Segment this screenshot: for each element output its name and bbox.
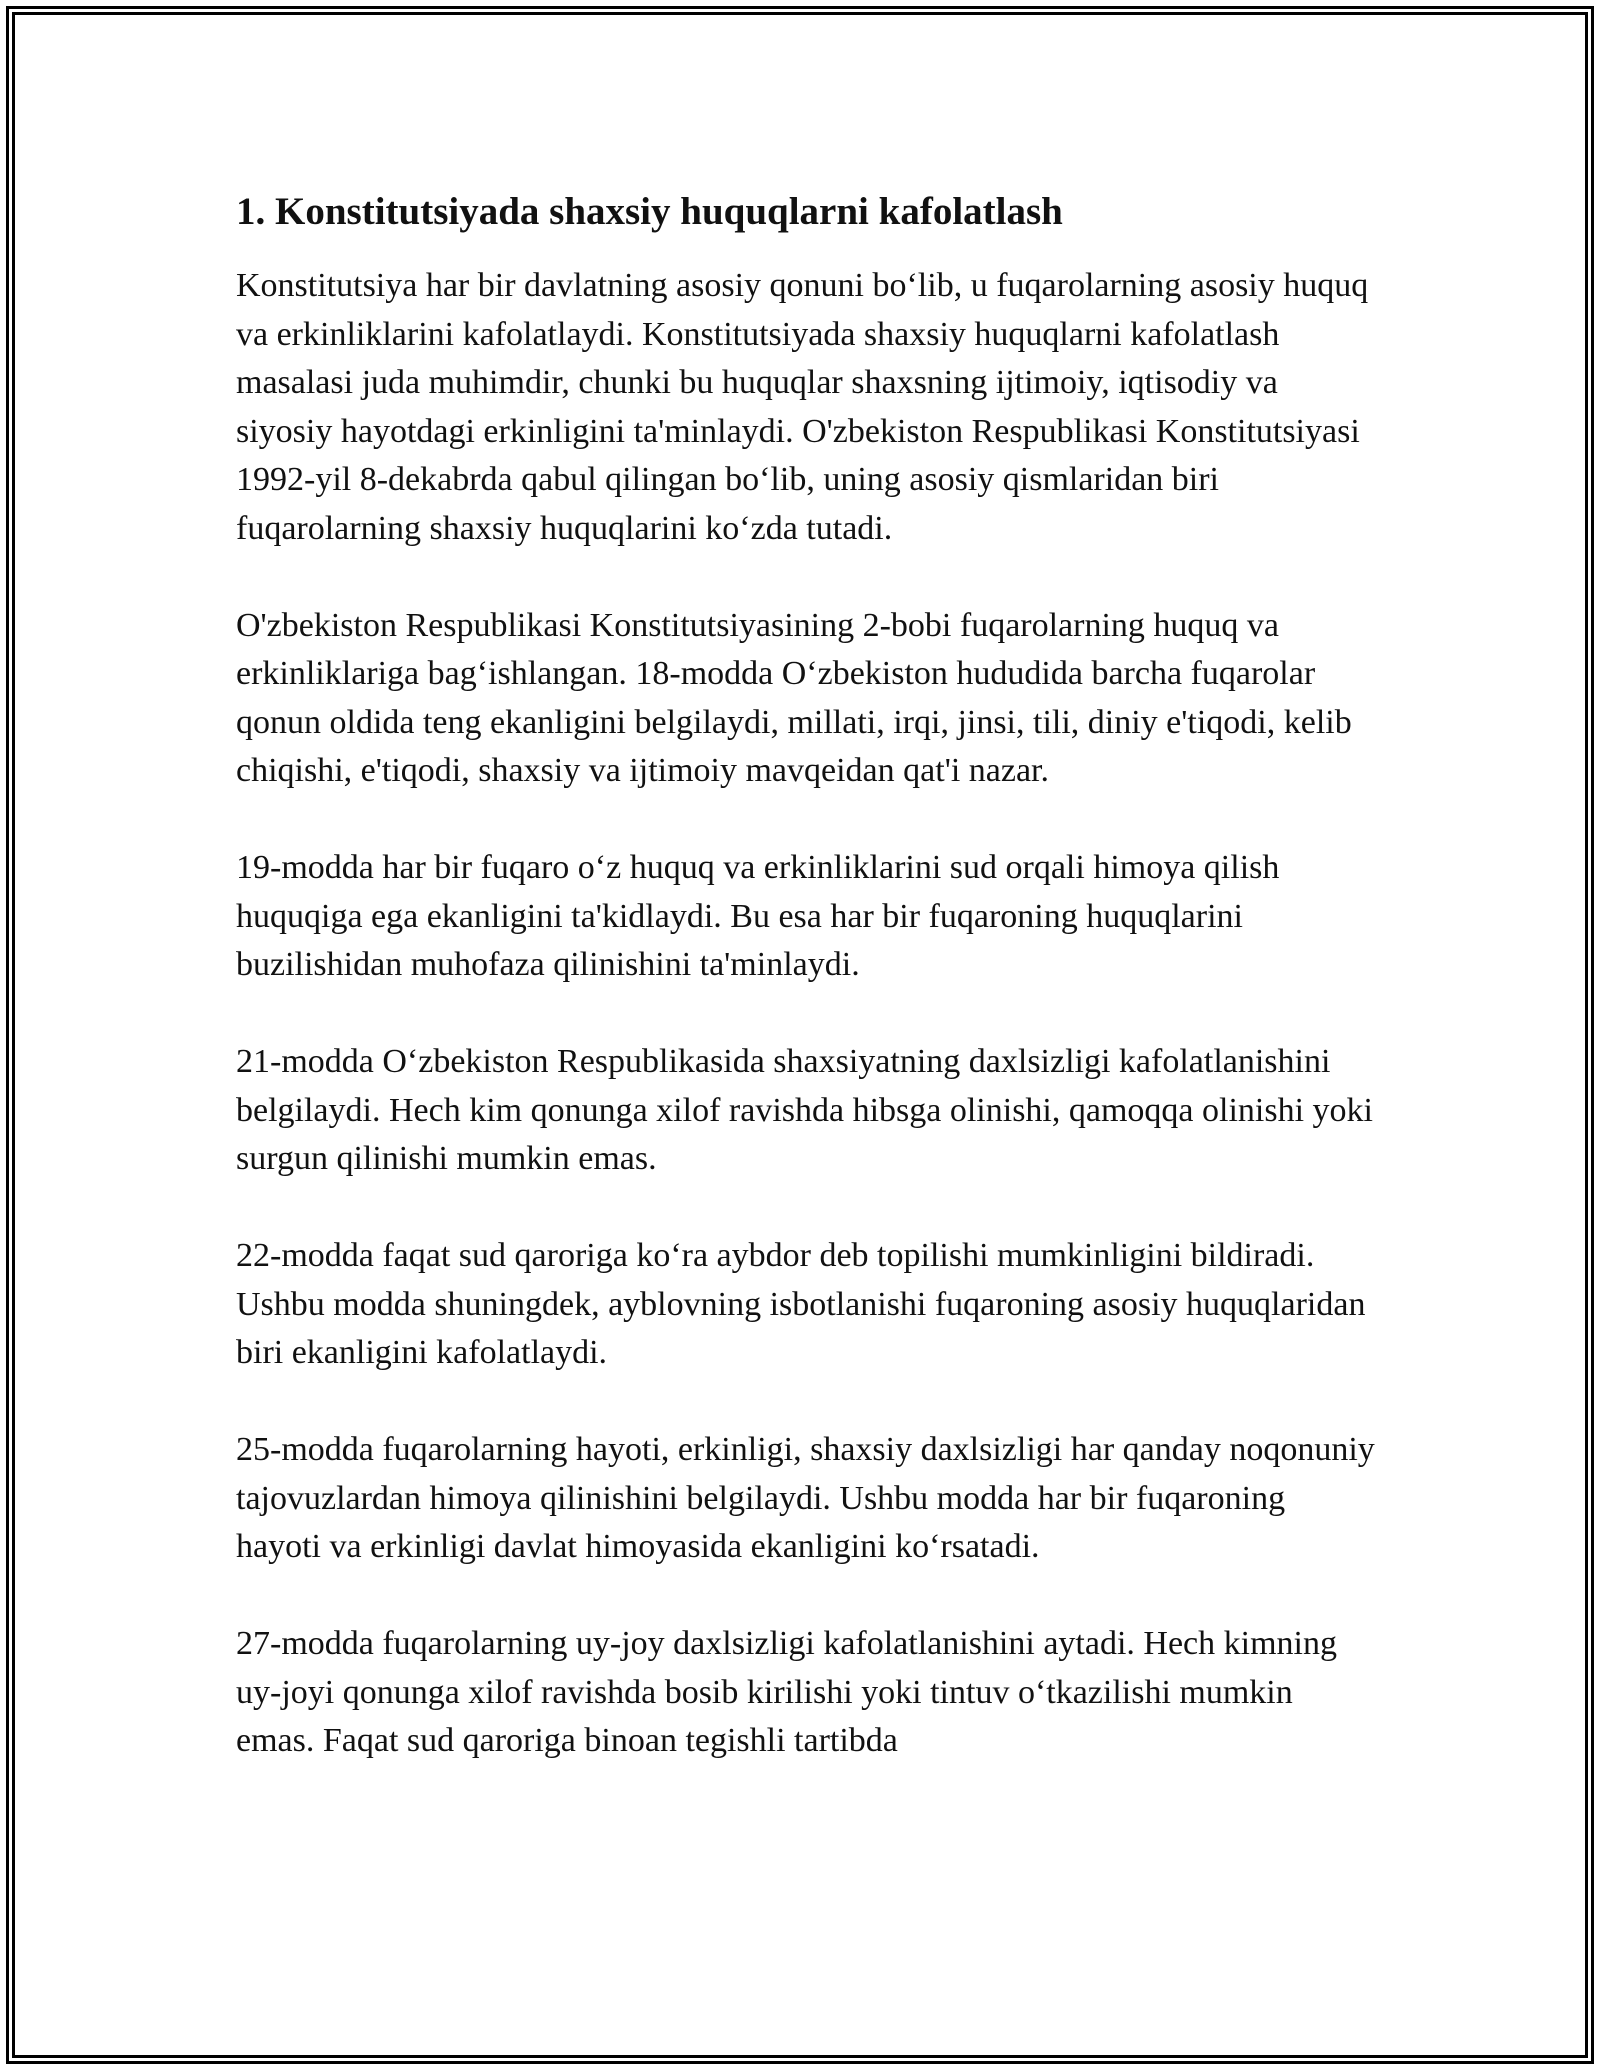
paragraph-article-22: 22-modda faqat sud qaroriga ko‘ra aybdor deb topilishi mumkinligini bildiradi. Ushbu modda shuningdek, ayblovning isbotlanishi fuqaroning asosiy huquqlaridan biri ekanligini kafolatlaydi. xyxy=(236,1237,1366,1371)
paragraph-article-27: 27-modda fuqarolarning uy-joy daxlsizligi kafolatlanishini aytadi. Hech kimning uy-joyi qonunga xilof ravishda bosib kirilishi yoki tintuv o‘tkazilishi mumkin emas. Faqat sud qaroriga binoan tegishli tartibda xyxy=(236,1625,1337,1759)
paragraph-article-19: 19-modda har bir fuqaro o‘z huquq va erkinliklarini sud orqali himoya qilish huquqiga ega ekanligini ta'kidlaydi. Bu esa har bir fuqaroning huquqlarini buzilishidan muhofaza qilinishini ta'minlaydi. xyxy=(236,849,1280,983)
document-body xyxy=(236,186,1376,1814)
paragraph-chapter-2: O'zbekiston Respublikasi Konstitutsiyasining 2-bobi fuqarolarning huquq va erkinliklariga bag‘ishlangan. 18-modda O‘zbekiston hududida barcha fuqarolar qonun oldida teng ekanligini belgilaydi, millati, irqi, jinsi, tili, diniy e'tiqodi, kelib chiqishi, e'tiqodi, shaxsiy va ijtimoiy mavqeidan qat'i nazar. xyxy=(236,606,1352,789)
paragraph-article-21: 21-modda O‘zbekiston Respublikasida shaxsiyatning daxlsizligi kafolatlanishini belgilaydi. Hech kim qonunga xilof ravishda hibsga olinishi, qamoqqa olinishi yoki surgun qilinishi mumkin emas. xyxy=(236,1043,1373,1177)
paragraph-intro: Konstitutsiya har bir davlatning asosiy qonuni bo‘lib, u fuqarolarning asosiy huquq va erkinliklarini kafolatlaydi. Konstitutsiyada shaxsiy huquqlarni kafolatlash masalasi juda muhimdir, chunki bu huquqlar shaxsning ijtimoiy, iqtisodiy va siyosiy hayotdagi erkinligini ta'minlaydi. O'zbekiston Respublikasi Konstitutsiyasi 1992-yil 8-dekabrda qabul qilingan bo‘lib, uning asosiy qismlaridan biri fuqarolarning shaxsiy huquqlarini ko‘zda tutadi. xyxy=(236,267,1369,547)
paragraph-article-25: 25-modda fuqarolarning hayoti, erkinligi, shaxsiy daxlsizligi har qanday noqonuniy tajovuzlardan himoya qilinishini belgilaydi. Ushbu modda har bir fuqaroning hayoti va erkinligi davlat himoyasida ekanligini ko‘rsatadi. xyxy=(236,1431,1375,1565)
section-heading: 1. Konstitutsiyada shaxsiy huquqlarni kafolatlash xyxy=(236,190,1063,233)
